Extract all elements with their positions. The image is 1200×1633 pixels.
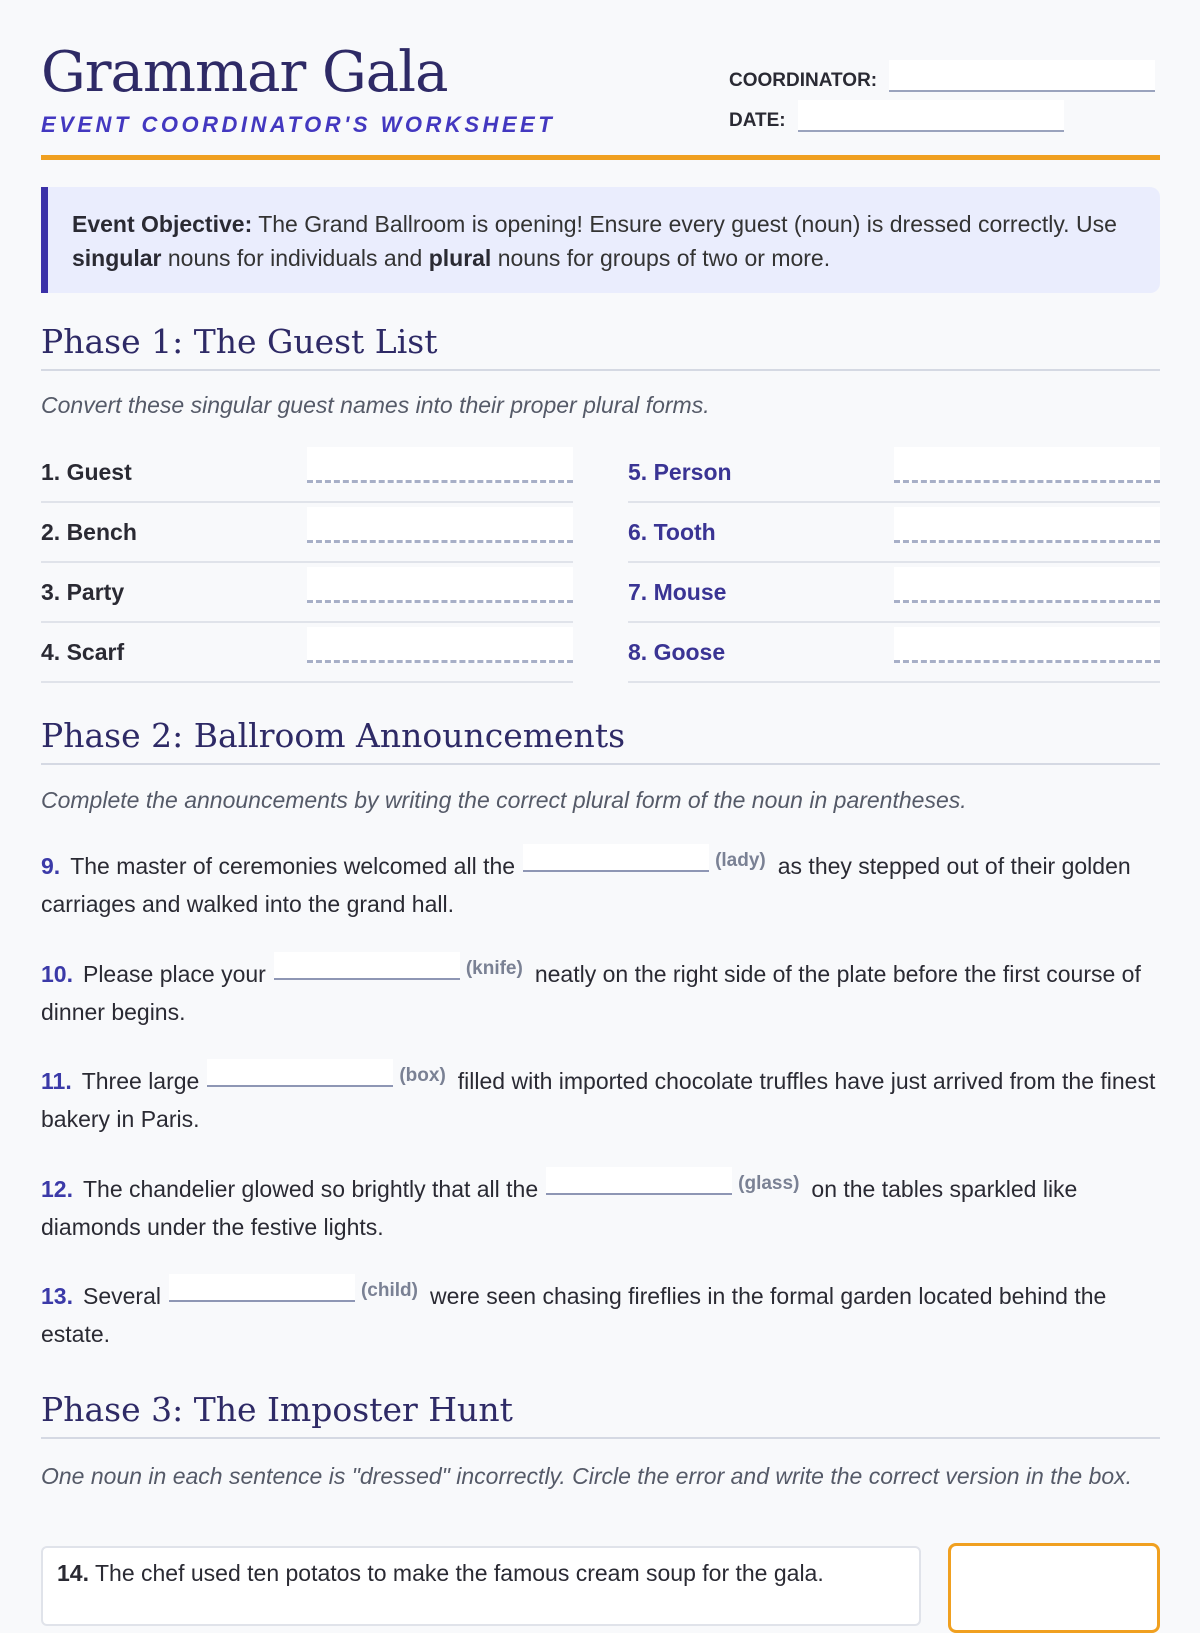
- answer-field[interactable]: [523, 844, 709, 872]
- answer-field[interactable]: [546, 1167, 732, 1195]
- sentence-end: were seen chasing fireflies in the formal garden located behind the estate.: [41, 1283, 1107, 1347]
- correction-box[interactable]: [948, 1543, 1160, 1633]
- question-number: 13.: [41, 1283, 73, 1309]
- announcement-item: [41, 1057, 1160, 1138]
- phase2-title: Phase 2: Ballroom Announcements: [41, 716, 1160, 765]
- noun-hint: (child): [360, 1280, 418, 1301]
- guest-word: 2. Bench: [41, 519, 137, 545]
- announcement-item: [41, 842, 1160, 923]
- guest-row: [628, 503, 1160, 563]
- guest-list-right: [628, 443, 1160, 683]
- sentence-start: The chandelier glowed so brightly that all the: [82, 1176, 539, 1202]
- guest-row: [41, 503, 573, 563]
- answer-field[interactable]: [207, 1059, 393, 1087]
- announcement-item: [41, 950, 1160, 1031]
- question-number: 14.: [57, 1560, 89, 1586]
- phase3-instruction: One noun in each sentence is "dressed" incorrectly. Circle the error and write the correct version in the box.: [41, 1463, 1133, 1489]
- guest-list-left: [41, 443, 573, 683]
- noun-hint: (lady): [715, 850, 766, 871]
- guest-row: [628, 563, 1160, 623]
- imposter-sentence-card: [41, 1546, 921, 1626]
- sentence-start: Several: [82, 1283, 161, 1309]
- date-row: [729, 100, 1064, 132]
- sentence-start: Please place your: [82, 961, 266, 987]
- objective-singular: singular: [72, 245, 162, 271]
- date-label: DATE:: [729, 110, 786, 131]
- page-title: Grammar Gala: [41, 40, 448, 105]
- announcement-item: [41, 1165, 1160, 1246]
- objective-text-3: nouns for groups of two or more.: [491, 245, 831, 271]
- guest-row: [41, 563, 573, 623]
- phase3-title: Phase 3: The Imposter Hunt: [41, 1390, 1160, 1439]
- objective-text: The Grand Ballroom is opening! Ensure every guest (noun) is dressed correctly. Use: [258, 211, 1117, 237]
- answer-field[interactable]: [169, 1274, 355, 1302]
- noun-hint: (glass): [738, 1173, 800, 1194]
- page-subtitle: EVENT COORDINATOR'S WORKSHEET: [41, 112, 556, 137]
- answer-field[interactable]: [307, 627, 573, 663]
- date-field[interactable]: [798, 100, 1064, 132]
- guest-row: [41, 623, 573, 683]
- answer-field[interactable]: [894, 627, 1160, 663]
- noun-hint: (knife): [465, 958, 523, 979]
- phase2-instruction: Complete the announcements by writing the correct plural form of the noun in parentheses.: [41, 787, 967, 813]
- guest-word: 5. Person: [628, 459, 732, 485]
- sentence-end: as they stepped out of their golden carriages and walked into the grand hall.: [41, 853, 1131, 917]
- question-number: 9.: [41, 853, 61, 879]
- answer-field[interactable]: [894, 567, 1160, 603]
- guest-word: 3. Party: [41, 579, 125, 605]
- answer-field[interactable]: [274, 952, 460, 980]
- phase1-instruction: Convert these singular guest names into their proper plural forms.: [41, 392, 710, 418]
- guest-row: [41, 443, 573, 503]
- guest-row: [628, 623, 1160, 683]
- objective-text-2: nouns for individuals and: [161, 245, 429, 271]
- question-number: 10.: [41, 961, 73, 987]
- guest-word: 7. Mouse: [628, 579, 727, 605]
- sentence-start: The master of ceremonies welcomed all the: [70, 853, 516, 879]
- event-objective-box: [41, 187, 1160, 293]
- guest-row: [628, 443, 1160, 503]
- objective-plural: plural: [428, 245, 492, 271]
- guest-word: 1. Guest: [41, 459, 132, 485]
- answer-field[interactable]: [894, 507, 1160, 543]
- question-number: 12.: [41, 1176, 73, 1202]
- answer-field[interactable]: [307, 447, 573, 483]
- sentence-start: Three large: [81, 1068, 200, 1094]
- guest-word: 4. Scarf: [41, 639, 125, 665]
- worksheet-header: [41, 0, 1160, 160]
- coordinator-field[interactable]: [889, 60, 1155, 92]
- guest-word: 6. Tooth: [628, 519, 716, 545]
- answer-field[interactable]: [894, 447, 1160, 483]
- sentence-end: neatly on the right side of the plate before the first course of dinner begins.: [41, 961, 1141, 1025]
- noun-hint: (box): [399, 1065, 446, 1086]
- imposter-sentence: The chef used ten potatos to make the famous cream soup for the gala.: [94, 1560, 824, 1586]
- coordinator-label: COORDINATOR:: [729, 70, 878, 91]
- guest-word: 8. Goose: [628, 639, 726, 665]
- answer-field[interactable]: [307, 567, 573, 603]
- objective-label: Event Objective:: [72, 211, 253, 237]
- coordinator-row: [729, 60, 1155, 92]
- question-number: 11.: [41, 1068, 72, 1094]
- announcement-item: [41, 1272, 1160, 1353]
- phase1-title: Phase 1: The Guest List: [41, 322, 1160, 371]
- sentence-end: on the tables sparkled like diamonds under the festive lights.: [41, 1176, 1078, 1240]
- answer-field[interactable]: [307, 507, 573, 543]
- sentence-end: filled with imported chocolate truffles have just arrived from the finest bakery in Paris.: [41, 1068, 1156, 1132]
- worksheet-page: [41, 0, 1160, 1586]
